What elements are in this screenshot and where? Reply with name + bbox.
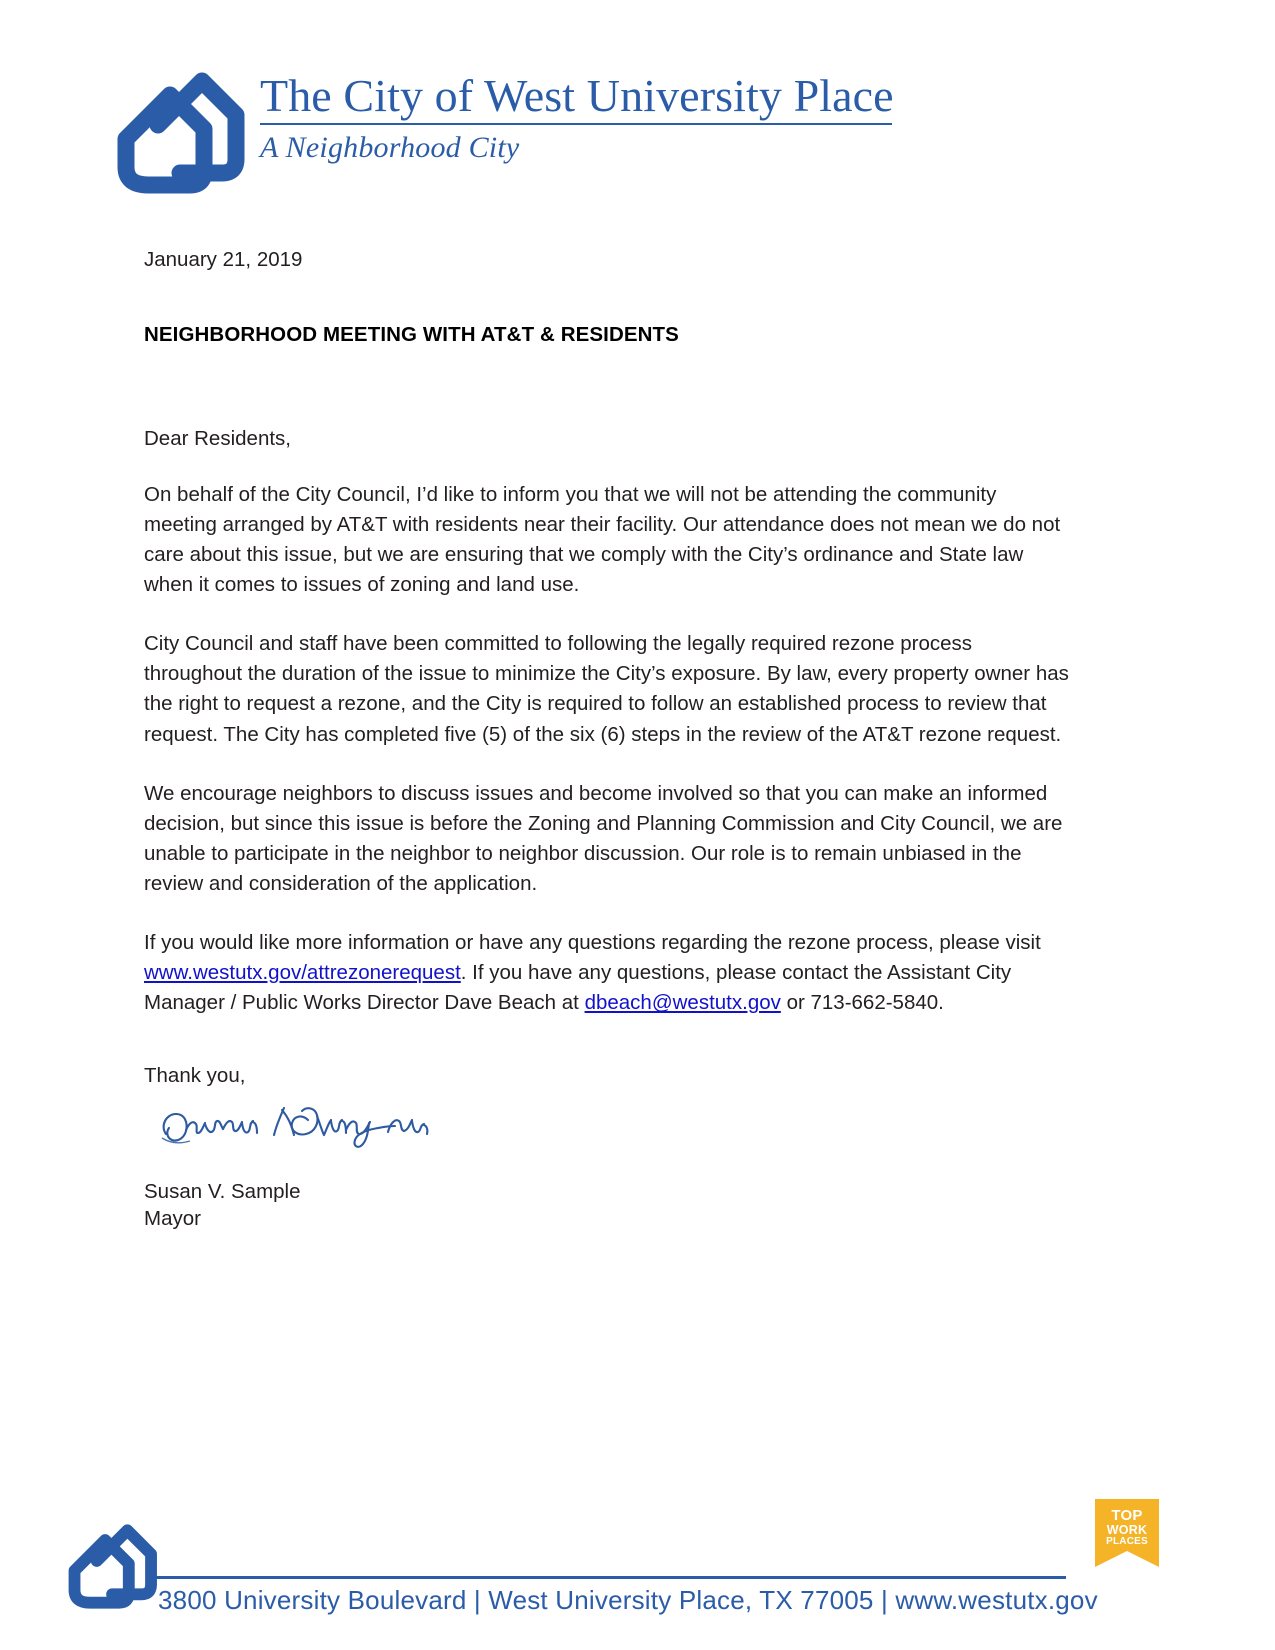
footer-house-logo-icon [62,1512,158,1612]
dave-beach-email-link[interactable]: dbeach@westutx.gov [584,991,781,1015]
letter-body [144,246,1074,1233]
letterhead-divider [260,123,892,125]
signer-title: Mayor [144,1207,201,1231]
letter-paragraph-2: City Council and staff have been committed to following the legally required rezone process throughout the duration of the issue to minimize the City’s exposure. By law, every property owner has the right to request a rezone, and the City is required to follow an established process to review that request. The City has completed five (5) of the six (6) steps in the review of the AT&T rezone request. [144,632,1069,746]
signer-name: Susan V. Sample [144,1179,301,1203]
letter-closing: Thank you, [144,1063,246,1087]
letter-paragraph-1: On behalf of the City Council, I’d like to inform you that we will not be attending the community meeting arranged by AT&T with residents near their facility. Our attendance does not mean we do not care about this issue, but we are ensuring that we comply with the City’s ordinance and State law when it comes to issues of zoning and land use. [144,482,1061,597]
paragraph-4-text-part-3: or 713-662-5840. [780,991,944,1015]
badge-line-top: TOP [1111,1507,1143,1524]
badge-line-places: PLACES [1106,1535,1148,1547]
rezone-request-link[interactable]: www.westutx.gov/attrezonerequest [144,961,461,985]
award-ribbon-icon [1093,1497,1161,1589]
paragraph-4-text-part-1: If you would like more information or have any questions regarding the rezone process, please visit [144,931,1041,955]
paragraph-4-text-part-2: . If you have any questions, please contact the Assistant City Manager / Public Works Director Dave Beach at [144,961,1012,1015]
city-tagline: A Neighborhood City [260,131,520,164]
house-logo-icon [108,55,246,198]
letter-paragraph-3: We encourage neighbors to discuss issues and become involved so that you can make an informed decision, but since this issue is before the Zoning and Planning Commission and City Council, we are unable to participate in the neighbor to neighbor discussion. Our role is to remain unbiased in the review and consideration of the application. [144,781,1063,896]
letter-date: January 21, 2019 [144,248,303,271]
letter-paragraph-4 [144,928,1074,1018]
letterhead [108,55,908,205]
letterhead-text [260,70,900,165]
city-name: The City of West University Place [260,70,894,121]
footer-address: 3800 University Boulevard | West University Place, TX 77005 | www.westutx.gov [158,1585,1098,1615]
badge-line-work: WORK [1106,1522,1148,1537]
signature-image [156,1090,456,1152]
footer-divider [146,1576,1066,1579]
letter-salutation: Dear Residents, [144,426,291,450]
page-footer [0,1490,1275,1650]
letter-subject: NEIGHBORHOOD MEETING WITH AT&T & RESIDENTS [144,322,679,346]
